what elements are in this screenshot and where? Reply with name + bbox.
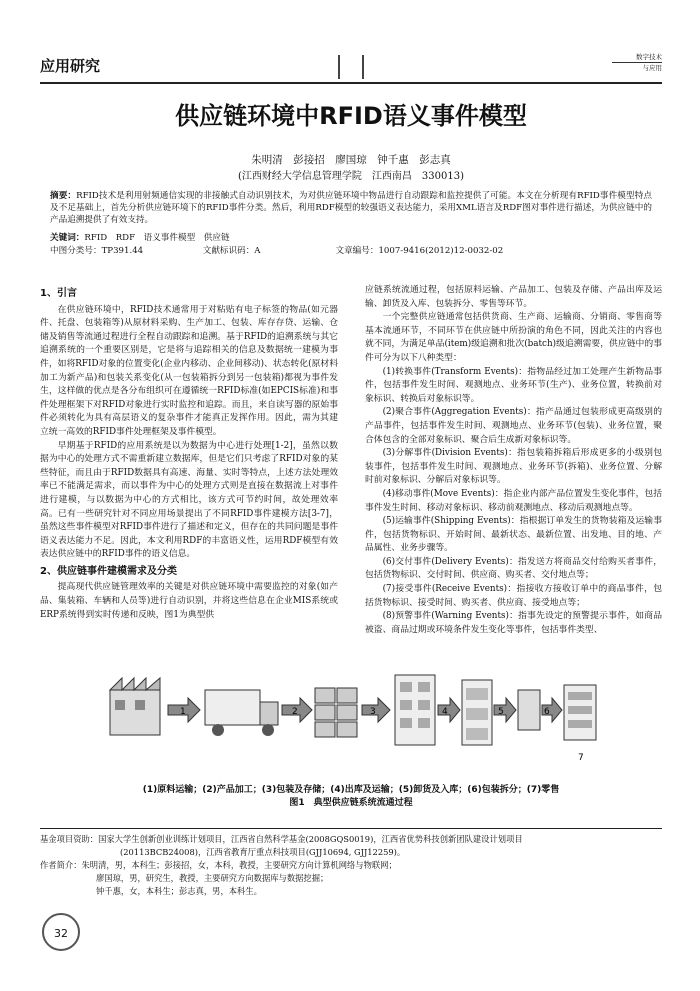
step-label: 5 — [498, 707, 504, 717]
step-arrow — [362, 698, 390, 722]
right-column — [365, 284, 662, 637]
footnotes — [40, 833, 662, 898]
fund-note: 基金项目资助：国家大学生创新创业训练计划项目，江西省自然科学基金(2008GQS0019)，江西省优势科技创新团队建设计划项目 — [40, 834, 523, 844]
step-label: 3 — [370, 707, 376, 717]
document-code: 文献标识码：A — [202, 246, 261, 256]
storage-boxes-illustration — [315, 688, 357, 737]
authors: 朱明清 彭接招 廖国琼 钟千惠 彭志真 — [251, 154, 451, 166]
footnote-rule — [40, 828, 662, 829]
event-item: (3)分解事件(Division Events)：指包装箱拆箱后形成更多的小级别包装事件，包括事件发生时间、观测地点、业务环节(拆箱)、业务位置、分解时前对象标识、分解后对象标识等。 — [365, 448, 662, 486]
figure-legend: (1)原料运输；(2)产品加工；(3)包装及存储；(4)出库及运输；(5)卸货及入库；(6)包装拆分；(7)零售 — [142, 785, 560, 795]
truck-illustration — [205, 690, 278, 736]
warehouse-illustration — [395, 675, 435, 745]
event-item: (5)运输事件(Shipping Events)：指根据订单发生的货物装箱及运输事件，包括货物标识、开始时间、最新状态、最新位置、出发地、目的地、产品属性、业务步骤等。 — [365, 516, 662, 554]
event-item: (8)预警事件(Warning Events)：指事先设定的预警提示事件，如商品被盗、商品过期或环境条件发生变化等事件，包括事件类型、 — [365, 611, 662, 635]
paragraph: 提高现代供应链管理效率的关键是对供应链环境中需要监控的对象(如产品、集装箱、车辆和人员等)进行自动识别，并将这些信息在企业MIS系统或ERP系统得到实时传递和反映，图1为典型供 — [40, 582, 338, 620]
step-arrow — [542, 698, 562, 722]
retail-illustration — [564, 685, 596, 740]
left-column — [40, 284, 338, 622]
step-label: 7 — [578, 753, 584, 763]
step-label: 6 — [544, 707, 550, 717]
unpacking-illustration — [518, 690, 540, 730]
author-bio: 钟千惠，女，本科生；彭志真，男，本科生。 — [96, 886, 262, 896]
figure-title: 图1 典型供应链系统流通过程 — [289, 798, 413, 808]
step-arrow — [438, 698, 460, 722]
header-rule — [40, 82, 662, 84]
journal-logo — [612, 52, 662, 82]
step-arrow — [168, 698, 200, 722]
keywords — [50, 231, 652, 243]
event-item: (2)聚合事件(Aggregation Events)：指产品通过包装形成更高级别的产品事件，包括事件发生时间、观测地点、业务环节(包装)、业务位置，聚合体包含的全部对象标识、聚合后生成新对象标识等。 — [365, 407, 662, 445]
logo-bottom-text: 与应用 — [612, 62, 662, 73]
logo-top-text: 数字技术 — [636, 53, 662, 61]
paragraph: 在供应链环境中，RFID技术通常用于对粘贴有电子标签的物品(如元器件、托盘、包装箱等)从原材料采购、生产加工、包装、库存存贷、运输、仓储及销售等流通过程进行全程自动跟踪和追溯。基于RFID的追溯系统与其它追溯系统的一个重要区别是，它是将与追踪相关的信息及数据统一建模为事件，如将RFID对象的位置变化(企业内移动、企业间移动)、状态转化(原材料加工为新产品)和包装关系变化(从一包装箱拆分到另一包装箱)都视为事件发生，这样做的优点是各分布组织可在遵循统一RFID标准(如EPCIS标准)和事件处理框架下对RFID对象进行实时监控和追踪。而且，来自读写器的原始事件必须转化为具有高层语义的复杂事件才能真正发挥作用。因此，需为其建立统一高效的RFID事件处理框架及事件模型。 — [40, 304, 338, 437]
event-item: (7)接受事件(Receive Events)：指接收方接收订单中的商品事件，包括货物标识、接受时间、购买者、供应商、接受地点等； — [365, 584, 662, 608]
abstract-text: RFID技术是利用射频通信实现的非接触式自动识别技术，为对供应链环境中物品进行自动跟踪和监控提供了可能。本文在分析现有RFID事件模型特点及不足基础上，首先分析供应链环境下的RFID事件分类。然后，利用RDF模型的较强语义表达能力，采用XML语言及RDF图对事件进行描述，为供应链中的产品追溯提供了有效支持。 — [50, 191, 652, 225]
paper-title: 供应链环境中RFID语义事件模型 — [175, 102, 527, 130]
step-label: 2 — [292, 707, 298, 717]
fund-note-cont: (20113BCB24008)，江西省教育厅重点科技项目(GJJ10694, GJJ12259)。 — [120, 847, 406, 857]
abstract-label: 摘要： — [50, 191, 77, 201]
classification-meta — [50, 244, 652, 256]
factory-illustration — [110, 678, 160, 735]
step-arrow — [282, 698, 312, 722]
event-item: (1)转换事件(Transform Events)：指物品经过加工处理产生新物品事件，包括事件发生时间、观测地点、业务环节(生产)、业务位置，转换前对象标识、转换后对象标识等。 — [365, 366, 662, 404]
step-arrow — [494, 698, 516, 722]
keywords-text: RFID RDF 语义事件模型 供应链 — [84, 233, 230, 243]
clc-number: 中图分类号：TP391.44 — [50, 246, 144, 256]
affiliation: (江西财经大学信息管理学院 江西南昌 330013) — [238, 171, 464, 182]
section-label: 应用研究 — [40, 57, 101, 75]
paragraph: 应链系统流通过程，包括原料运输、产品加工、包装及存储、产品出库及运输、卸货及入库、包装拆分、零售等环节。 — [365, 285, 662, 309]
step-label: 1 — [180, 707, 186, 717]
paragraph: 一个完整供应链通常包括供货商、生产商、运输商、分销商、零售商等基本流通环节，不同环节在供应链中所扮演的角色不同，因此关注的内容也就不同，为满足单品(item)级追溯和批次(batch)级追溯需要，供应链中的事件可分为以下八种类型： — [365, 312, 662, 363]
article-number: 文章编号：1007-9416(2012)12-0032-02 — [335, 246, 504, 256]
step-label: 4 — [442, 707, 448, 717]
heading-introduction: 1、引言 — [40, 288, 77, 299]
supply-chain-figure — [100, 660, 600, 770]
heading-requirements: 2、供应链事件建模需求及分类 — [40, 565, 177, 577]
keywords-label: 关键词： — [50, 233, 85, 243]
event-item: (4)移动事件(Move Events)：指企业内部产品位置发生变化事件，包括事件发生时间、移动对象标识、移动前观测地点、移动后观测地点等。 — [365, 488, 662, 513]
paragraph: 早期基于RFID的应用系统是以为数据为中心进行处理[1-2]，虽然以数据为中心的处理方式不需重新建立数据库，但是它们只考虑了RFID对象的某些特征，而且由于RFID数据具有高速、海量、实时等特点，上述方法处理效率已不能满足需求，而以事件为中心的处理方式则是直接在数据流上对事件进行建模，与以数据为中心的方式相比，该方式可节约时间，故处理效率高。已有一些研究针对不同应用场景提出了不同RFID事件建模方法[3-7]，虽然这些事件模型对RFID事件进行了描述和定义，但存在的共同问题是事件语义表达能力不足。因此，本文利用RDF的丰富语义性，运用RDF模型有效表达供应链中的RFID事件的语义信息。 — [40, 440, 338, 560]
author-bio: 廖国琼，男，研究生，教授，主要研究方向数据库与数据挖掘； — [96, 873, 329, 883]
event-item: (6)交付事件(Delivery Events)：指发送方将商品交付给购买者事件，包括货物标识、交付时间、供应商、购买者、交付地点等； — [365, 556, 662, 581]
distribution-illustration — [462, 680, 492, 745]
figure-caption — [40, 784, 662, 810]
page-number: 32 — [42, 913, 80, 951]
author-bio: 作者简介：朱明清，男，本科生；彭接招，女，本科，教授，主要研究方向计算机网络与物联网； — [40, 860, 397, 870]
header-divider-bars — [338, 55, 364, 79]
abstract — [50, 190, 652, 226]
